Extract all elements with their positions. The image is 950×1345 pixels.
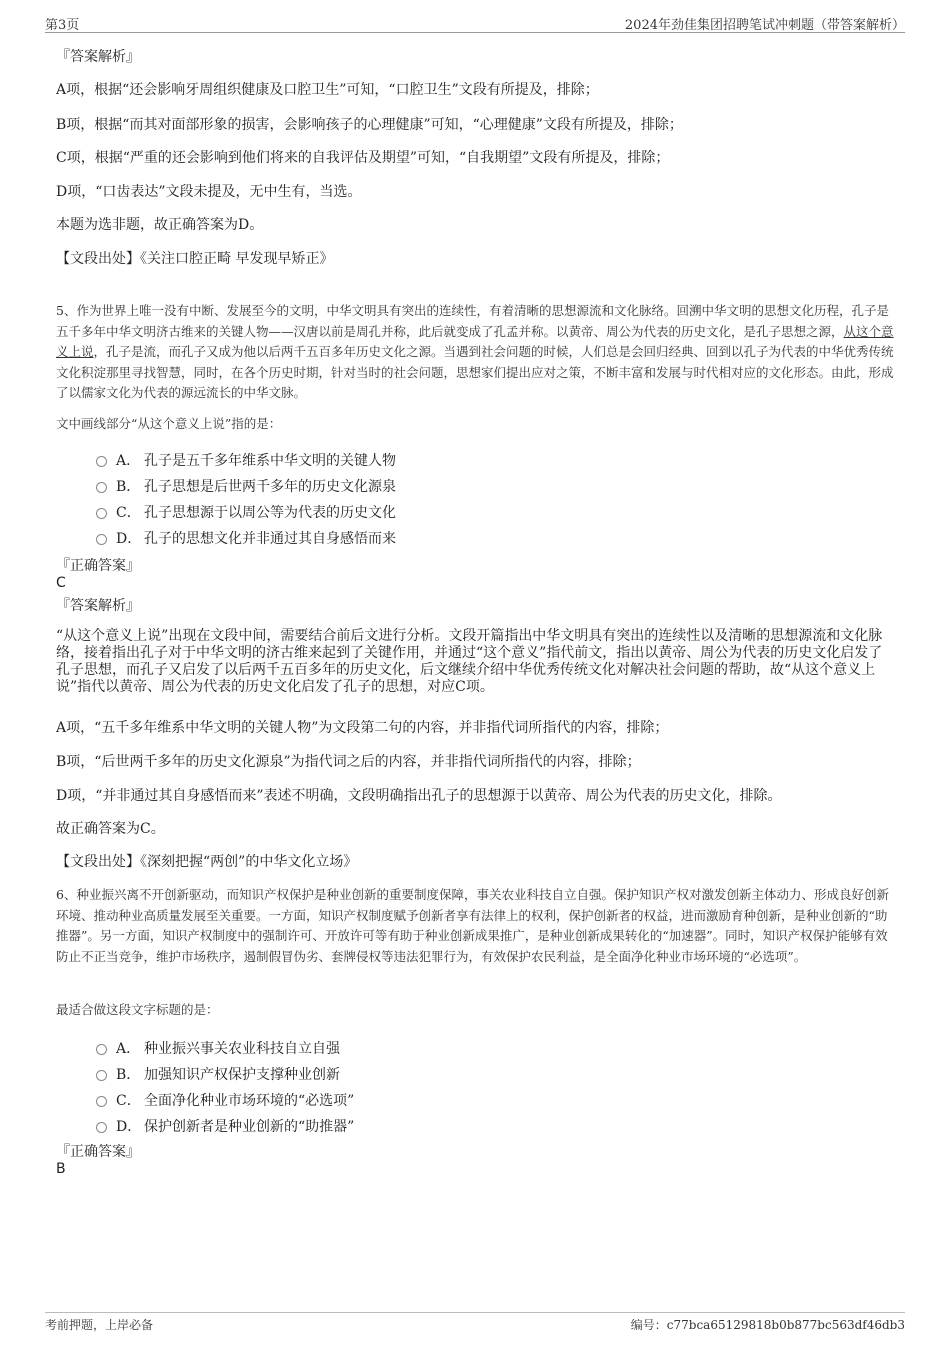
q4-analysis-line: C项，根据“严重的还会影响到他们将来的自我评估及期望”可知，“自我期望”文段有所提及，排除； [56, 150, 670, 166]
q6-options [96, 1037, 796, 1141]
q5-option-d[interactable]: D． 孔子的思想文化并非通过其自身感悟而来 [96, 527, 796, 553]
q5-conclusion: 故正确答案为C。 [56, 821, 165, 837]
q5-question: 文中画线部分“从这个意义上说”指的是： [56, 416, 282, 431]
q4-conclusion: 本题为选非题，故正确答案为D。 [56, 217, 264, 233]
q5-analysis-line: D项，“并非通过其自身感悟而来”表述不明确，文段明确指出孔子的思想源于以黄帝、周公为代表的历史文化，排除。 [56, 788, 782, 804]
radio-icon[interactable] [96, 1122, 107, 1133]
q5-options [96, 449, 796, 553]
q6-correct-title: 『正确答案』 [56, 1144, 140, 1160]
q4-analysis-line: A项，根据“还会影响牙周组织健康及口腔卫生”可知，“口腔卫生”文段有所提及，排除； [56, 82, 599, 98]
q5-analysis-main: “从这个意义上说”出现在文段中间，需要结合前后文进行分析。文段开篇指出中华文明具有突出的连续性以及清晰的思想源流和文化脉络，接着指出孔子对于中华文明的济古维来起到了关键作用，并通过“这个意义”指代前文，指出以黄帝、周公为代表的历史文化启发了孔子思想，而孔子又启发了以后两千五百多年的历史文化，后文继续介绍中华优秀传统文化对解决社会问题的帮助，故“从这个意义上说”指代以黄帝、周公为代表的历史文化启发了孔子的思想，对应C项。 [56, 628, 883, 695]
q5-correct-title: 『正确答案』 [56, 558, 140, 574]
q6-option-a[interactable]: A． 种业振兴事关农业科技自立自强 [96, 1037, 796, 1063]
q5-option-b[interactable]: B． 孔子思想是后世两千多年的历史文化源泉 [96, 475, 796, 501]
q6-option-b[interactable]: B． 加强知识产权保护支撑种业创新 [96, 1063, 796, 1089]
q5-source: 【文段出处】《深刻把握“两创”的中华文化立场》 [56, 854, 358, 870]
q6-question: 最适合做这段文字标题的是： [56, 1002, 219, 1017]
page-number: 第3页 [45, 18, 80, 33]
page-header [45, 12, 905, 33]
radio-icon[interactable] [96, 1096, 107, 1107]
q5-analysis-title: 『答案解析』 [56, 598, 140, 614]
radio-icon[interactable] [96, 1070, 107, 1081]
q5-analysis-line: B项，“后世两千多年的历史文化源泉”为指代词之后的内容，并非指代词所指代的内容，排除； [56, 754, 641, 770]
q5-correct-answer: C [56, 575, 66, 591]
radio-icon[interactable] [96, 456, 107, 467]
q6-correct-answer: B [56, 1161, 66, 1177]
q4-analysis-line: B项，根据“而其对面部形象的损害，会影响孩子的心理健康”可知，“心理健康”文段有所提及，排除； [56, 117, 683, 133]
q4-analysis-line: D项，“口齿表达”文段未提及，无中生有，当选。 [56, 184, 362, 200]
q5-passage: 5、作为世界上唯一没有中断、发展至今的文明，中华文明具有突出的连续性，有着清晰的思想源流和文化脉络。回溯中华文明的思想文化历程，孔子是五千多年中华文明济古维来的关键人物——汉唐以前是周孔并称，此后就变成了孔孟并称。以黄帝、周公为代表的历史文化，是孔子思想之源，从这个意义上说，孔子是流，而孔子又成为他以后两千五百多年历史文化之源。当遇到社会问题的时候，人们总是会回归经典、回到以孔子为代表的中华优秀传统文化积淀那里寻找智慧，同时，在各个历史时期，针对当时的社会问题，思想家们提出应对之策，不断丰富和发展与时代相对应的文化形态。由此，形成了以儒家文化为代表的源远流长的中华文脉。 [56, 303, 894, 400]
q5-underlined-phrase: 从这个意义上说 [56, 323, 894, 359]
radio-icon[interactable] [96, 1044, 107, 1055]
document-code: 编号：c77bca65129818b0b877bc563df46db3 [630, 1318, 905, 1332]
q4-analysis-title: 『答案解析』 [56, 49, 140, 65]
radio-icon[interactable] [96, 508, 107, 519]
q6-passage: 6、种业振兴离不开创新驱动，而知识产权保护是种业创新的重要制度保障，事关农业科技自立自强。保护知识产权对激发创新主体动力、形成良好创新环境、推动种业高质量发展至关重要。一方面，知识产权制度赋予创新者享有法律上的权利，保护创新者的权益，进而激励育种创新，是种业创新的“助推器”。另一方面，知识产权制度中的强制许可、开放许可等有助于种业创新成果推广，是种业创新成果转化的“加速器”。同时，知识产权保护能够有效防止不正当竞争，维护市场秩序，遏制假冒伪劣、套牌侵权等违法犯罪行为，有效保护农民利益，是全面净化种业市场环境的“必选项”。 [56, 887, 889, 964]
q6-option-c[interactable]: C． 全面净化种业市场环境的“必选项” [96, 1089, 796, 1115]
q5-option-a[interactable]: A． 孔子是五千多年维系中华文明的关键人物 [96, 449, 796, 475]
q6-option-d[interactable]: D． 保护创新者是种业创新的“助推器” [96, 1115, 796, 1141]
q5-analysis-line: A项，“五千多年维系中华文明的关键人物”为文段第二句的内容，并非指代词所指代的内容，排除； [56, 720, 669, 736]
page-footer [45, 1312, 905, 1332]
document-title: 2024年劲佳集团招聘笔试冲刺题（带答案解析） [624, 18, 905, 33]
radio-icon[interactable] [96, 482, 107, 493]
q5-option-c[interactable]: C． 孔子思想源于以周公等为代表的历史文化 [96, 501, 796, 527]
q4-source: 【文段出处】《关注口腔正畸 早发现早矫正》 [56, 251, 334, 267]
radio-icon[interactable] [96, 534, 107, 545]
footer-motto: 考前押题，上岸必备 [45, 1318, 154, 1332]
